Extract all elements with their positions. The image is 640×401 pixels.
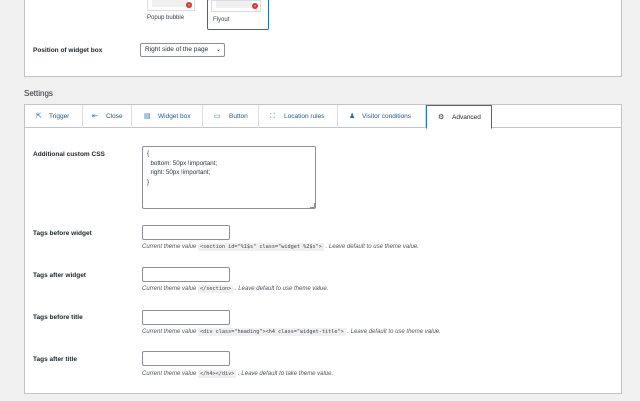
description-text: . Leave default to take theme value. xyxy=(238,371,334,377)
tags-before-widget-input[interactable] xyxy=(142,225,230,240)
resize-handle[interactable] xyxy=(310,203,315,208)
user-icon: ♟ xyxy=(349,113,356,120)
style-option-label: Flyout xyxy=(213,17,230,23)
theme-value-code: <div class="heading"><h4 class="widget-title"> xyxy=(200,329,344,335)
position-label: Position of widget box xyxy=(33,47,103,54)
tab-label: Visitor conditions xyxy=(362,113,412,120)
exit-icon: ⇤ xyxy=(92,113,98,120)
description-text: . Leave default to use theme value. xyxy=(347,329,441,335)
settings-tabs xyxy=(25,105,621,128)
widget-style-card xyxy=(24,0,622,77)
button-icon: ▭ xyxy=(214,113,221,120)
position-select[interactable] xyxy=(140,43,225,57)
tab-advanced[interactable] xyxy=(426,105,492,129)
preview-panel xyxy=(216,1,252,8)
tags-after-title-label: Tags after title xyxy=(33,356,77,363)
tags-after-widget-input[interactable] xyxy=(142,267,230,282)
position-select-value: Right side of the page xyxy=(145,46,209,53)
tags-before-widget-description xyxy=(142,244,419,250)
description-text: Current theme value xyxy=(142,329,197,335)
tab-button[interactable] xyxy=(203,105,259,128)
chevron-down-icon: ⌄ xyxy=(215,47,221,53)
tab-visitor-conditions[interactable] xyxy=(338,105,426,128)
popup-bubble-preview xyxy=(147,0,195,11)
gear-icon: ⚙ xyxy=(438,114,445,121)
theme-value-code: </section> xyxy=(200,286,232,292)
theme-value-code: </h4></div> xyxy=(200,371,235,377)
tags-before-title-input[interactable] xyxy=(142,310,230,325)
external-link-icon: ⇱ xyxy=(36,113,42,120)
tab-widget-box[interactable] xyxy=(132,105,203,128)
settings-card xyxy=(24,104,622,394)
custom-css-label: Additional custom CSS xyxy=(33,151,105,158)
tab-label: Advanced xyxy=(452,114,481,121)
style-option-popup-bubble[interactable] xyxy=(143,0,199,23)
close-icon: × xyxy=(253,3,257,8)
tags-before-title-label: Tags before title xyxy=(33,314,83,321)
preview-panel xyxy=(152,0,188,7)
description-text: . Leave default to use theme value. xyxy=(325,244,419,250)
tags-after-title-description xyxy=(142,371,333,377)
tags-after-title-input[interactable] xyxy=(142,351,230,366)
tab-close[interactable] xyxy=(83,105,132,128)
layout-icon: ▤ xyxy=(144,113,151,120)
style-option-label: Popup bubble xyxy=(147,15,185,21)
tab-label: Location rules xyxy=(284,113,325,120)
tab-label: Widget box xyxy=(158,113,191,120)
tab-label: Close xyxy=(106,113,123,120)
theme-value-code: <section id="%1$s" class="widget %2$s"> xyxy=(200,244,322,250)
close-icon: × xyxy=(187,2,191,7)
tags-before-widget-label: Tags before widget xyxy=(33,230,92,237)
tab-label: Trigger xyxy=(49,113,70,120)
location-icon: ⛶ xyxy=(270,113,275,120)
description-text: Current theme value xyxy=(142,286,197,292)
tags-after-widget-label: Tags after widget xyxy=(33,272,86,279)
description-text: Current theme value xyxy=(142,371,197,377)
custom-css-textarea[interactable]: { bottom: 50px !important; right: 50px !important; } xyxy=(142,146,316,209)
style-option-flyout[interactable] xyxy=(207,0,269,30)
tags-after-widget-description xyxy=(142,286,328,292)
description-text: . Leave default to use theme value. xyxy=(234,286,329,292)
tab-location-rules[interactable] xyxy=(259,105,338,128)
tab-label: Button xyxy=(229,113,248,120)
description-text: Current theme value xyxy=(142,244,197,250)
settings-heading: Settings xyxy=(24,89,53,98)
tab-trigger[interactable] xyxy=(25,105,83,128)
tags-before-title-description xyxy=(142,329,441,335)
flyout-preview xyxy=(211,0,261,12)
